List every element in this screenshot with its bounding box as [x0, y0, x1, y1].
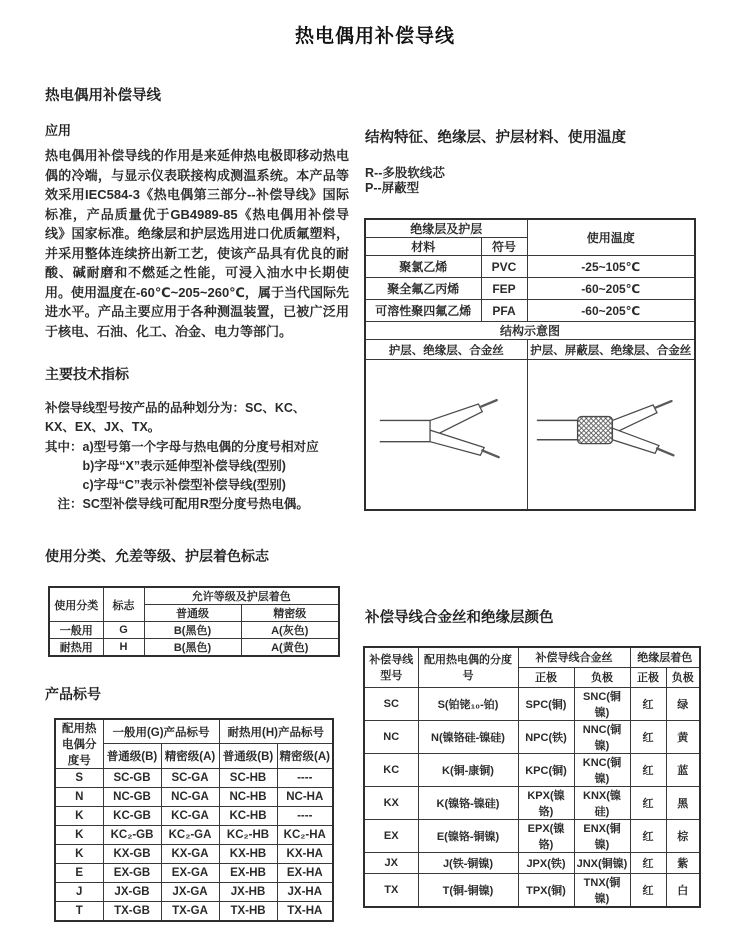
table-cell: KC-GA [161, 807, 219, 826]
table-row [55, 845, 333, 864]
structure-material-table [364, 218, 696, 511]
table-cell: E(镍铬-铜镍) [418, 819, 518, 852]
alloy-color-heading: 补偿导线合金丝和绝缘层颜色 [365, 610, 554, 626]
product-code-table [54, 718, 334, 922]
col-header-symbol: 符号 [481, 238, 527, 256]
table-cell: 红 [630, 687, 666, 720]
table-cell: -60~205℃ [527, 300, 695, 322]
table-cell: -25~105℃ [527, 256, 695, 278]
section-title-product-line: 热电偶用补偿导线 [45, 88, 161, 104]
table-cell: PFA [481, 300, 527, 322]
table-cell: ---- [277, 807, 333, 826]
table-cell: 红 [630, 873, 666, 907]
table-cell: B(黑色) [144, 622, 241, 639]
alloy-table-body [364, 687, 700, 907]
table-cell: NC-HA [277, 788, 333, 807]
table-row [364, 720, 700, 753]
table-cell: KX-GB [103, 845, 161, 864]
table-row [364, 687, 700, 720]
table-cell: TNX(铜镍) [574, 873, 630, 907]
table-cell: NC-HB [219, 788, 277, 807]
table-row [49, 622, 339, 639]
table-cell: TX [364, 873, 418, 907]
table-cell: KPC(铜) [518, 753, 574, 786]
table-cell: JX-HB [219, 883, 277, 902]
table-cell: -60~205℃ [527, 278, 695, 300]
legend-line-p: P--屏蔽型 [365, 181, 420, 195]
table-cell: KC₂-HB [219, 826, 277, 845]
col-header-ga: 精密级(A) [161, 744, 219, 769]
table-cell: 棕 [666, 819, 700, 852]
application-paragraph: 热电偶用补偿导线的作用是来延伸热电极即移动热电偶的冷端，与显示仪表联接构成测温系统。本产品等效采用IEC584-3《热电偶第三部分--补偿导线》国际标准，产品质量优于GB4989-85《热电偶用补偿导线》国家标准。绝缘层和护层选用进口优质氟塑料，并采用整体连续挤出新工艺，使该产品具有优良的耐酸、碱耐磨和不燃延之性能，可浸入油水中长期使用。使用温度在-60℃~205~260℃，属于当代国际先进水平。产品主要应用于各种测温装置，已被广泛用于核电、石油、化工、冶金、电力等部门。 [45, 148, 349, 339]
table-cell: 红 [630, 852, 666, 873]
table-cell: KX-HA [277, 845, 333, 864]
col-header-mark: 标志 [103, 587, 144, 622]
table-cell: ---- [277, 769, 333, 788]
col-header-alloy-negative: 负极 [574, 667, 630, 687]
tech-line: 其中：a)型号第一个字母与热电偶的分度号相对应 [45, 439, 319, 454]
table-cell: JPX(铁) [518, 852, 574, 873]
table-cell: ENX(铜镍) [574, 819, 630, 852]
table-cell: NNC(铜镍) [574, 720, 630, 753]
col-header-use-temperature: 使用温度 [527, 219, 695, 256]
table-row [55, 788, 333, 807]
table-row [55, 864, 333, 883]
shielded-cable-drawing [533, 388, 688, 478]
col-header-tolerance-group: 允许等级及护层着色 [144, 587, 339, 605]
table-row [365, 300, 695, 322]
cable-diagram-unshielded [365, 360, 527, 510]
table-row [55, 826, 333, 845]
usage-classification-heading: 使用分类、允差等级、护层着色标志 [45, 548, 269, 564]
table-cell: NC-GB [103, 788, 161, 807]
table-cell: K [55, 826, 103, 845]
table-cell: B(黑色) [144, 639, 241, 657]
alloy-wire-color-table [363, 646, 701, 908]
table-cell: TX-GA [161, 902, 219, 921]
col-header-precision-grade: 精密级 [241, 605, 339, 622]
table-cell: TX-HB [219, 902, 277, 921]
table-cell: S(铂铑₁₀-铂) [418, 687, 518, 720]
table-cell: H [103, 639, 144, 657]
table-cell: K(镍铬-镍硅) [418, 786, 518, 819]
col-header-general-g: 一般用(G)产品标号 [103, 719, 219, 744]
type-legend [365, 166, 445, 196]
table-cell: 绿 [666, 687, 700, 720]
table-cell: 一般用 [49, 622, 103, 639]
table-cell: A(灰色) [241, 622, 339, 639]
table-cell: JNX(铜镍) [574, 852, 630, 873]
table-cell: EX [364, 819, 418, 852]
tech-line: KX、EX、JX、TX。 [45, 420, 161, 435]
document-title: 热电偶用补偿导线 [294, 25, 455, 47]
structure-table-body [365, 256, 695, 322]
table-cell: J [55, 883, 103, 902]
table-row [364, 852, 700, 873]
table-cell: 蓝 [666, 753, 700, 786]
table-cell: SC-GA [161, 769, 219, 788]
col-header-thermocouple-index: 配用热电偶分度号 [55, 719, 103, 769]
col-header-color-positive: 正极 [630, 667, 666, 687]
table-cell: JX-GB [103, 883, 161, 902]
table-cell: EX-HB [219, 864, 277, 883]
table-cell: J(铁-铜镍) [418, 852, 518, 873]
table-cell: N [55, 788, 103, 807]
table-cell: A(黄色) [241, 639, 339, 657]
col-header-paired-index: 配用热电偶的分度号 [418, 647, 518, 687]
product-table-body [55, 769, 333, 921]
col-header-usage-class: 使用分类 [49, 587, 103, 622]
table-cell: 黑 [666, 786, 700, 819]
col-header-color-negative: 负极 [666, 667, 700, 687]
table-row [364, 819, 700, 852]
table-row [364, 753, 700, 786]
application-heading: 应用 [45, 123, 72, 138]
table-cell: T [55, 902, 103, 921]
table-cell: 聚全氟乙丙烯 [365, 278, 481, 300]
table-cell: SPC(铜) [518, 687, 574, 720]
table-cell: NC [364, 720, 418, 753]
table-cell: N(镍铬硅-镍硅) [418, 720, 518, 753]
table-cell: 红 [630, 819, 666, 852]
table-cell: 紫 [666, 852, 700, 873]
table-cell: KNC(铜镍) [574, 753, 630, 786]
table-cell: FEP [481, 278, 527, 300]
table-cell: 可溶性聚四氟乙烯 [365, 300, 481, 322]
cable-diagram-shielded [527, 360, 695, 510]
table-cell: SC [364, 687, 418, 720]
table-cell: S [55, 769, 103, 788]
col-header-wire-model: 补偿导线型号 [364, 647, 418, 687]
table-row [55, 883, 333, 902]
table-cell: TX-HA [277, 902, 333, 921]
usage-table-body [49, 622, 339, 657]
table-cell: 耐热用 [49, 639, 103, 657]
col-header-gb: 普通级(B) [103, 744, 161, 769]
table-cell: 聚氯乙烯 [365, 256, 481, 278]
structure-heading: 结构特征、绝缘层、护层材料、使用温度 [365, 130, 626, 146]
table-cell: 黄 [666, 720, 700, 753]
schematic-title: 结构示意图 [365, 322, 695, 340]
table-cell: K [55, 807, 103, 826]
table-cell: KNX(镍硅) [574, 786, 630, 819]
table-cell: TX-GB [103, 902, 161, 921]
schematic-label-shielded: 护层、屏蔽层、绝缘层、合金丝 [527, 340, 695, 360]
table-cell: NPC(铁) [518, 720, 574, 753]
table-cell: JX-HA [277, 883, 333, 902]
table-cell: KX-HB [219, 845, 277, 864]
col-header-hb: 普通级(B) [219, 744, 277, 769]
product-code-heading: 产品标号 [45, 686, 101, 702]
table-row [365, 256, 695, 278]
unshielded-cable-drawing [374, 388, 519, 478]
col-header-heat-h: 耐热用(H)产品标号 [219, 719, 333, 744]
tech-spec-text [45, 399, 375, 515]
tech-spec-heading: 主要技术指标 [45, 366, 129, 382]
table-cell: KPX(镍铬) [518, 786, 574, 819]
table-cell: 红 [630, 753, 666, 786]
table-row [364, 873, 700, 907]
table-cell: EX-HA [277, 864, 333, 883]
table-row [365, 278, 695, 300]
table-row [55, 807, 333, 826]
table-cell: KC₂-GB [103, 826, 161, 845]
table-cell: NC-GA [161, 788, 219, 807]
table-cell: KC₂-HA [277, 826, 333, 845]
table-cell: PVC [481, 256, 527, 278]
table-cell: JX [364, 852, 418, 873]
table-cell: 红 [630, 720, 666, 753]
table-cell: KC-GB [103, 807, 161, 826]
legend-line-r: R--多股软线芯 [365, 166, 445, 180]
table-cell: EX-GA [161, 864, 219, 883]
schematic-label-plain: 护层、绝缘层、合金丝 [365, 340, 527, 360]
col-header-insulation-sheath: 绝缘层及护层 [365, 219, 527, 238]
table-cell: K(铜-康铜) [418, 753, 518, 786]
table-cell: JX-GA [161, 883, 219, 902]
table-cell: SC-GB [103, 769, 161, 788]
col-header-ordinary-grade: 普通级 [144, 605, 241, 622]
table-row [55, 769, 333, 788]
table-cell: 白 [666, 873, 700, 907]
table-cell: KC [364, 753, 418, 786]
table-cell: EPX(镍铬) [518, 819, 574, 852]
table-cell: E [55, 864, 103, 883]
table-cell: G [103, 622, 144, 639]
tech-line: c)字母“C”表示补偿型补偿导线(型别) [45, 478, 286, 493]
tech-line: 补偿导线型号按产品的品种划分为：SC、KC、 [45, 401, 306, 415]
tech-line: b)字母“X”表示延伸型补偿导线(型别) [45, 458, 286, 473]
table-cell: KX-GA [161, 845, 219, 864]
col-header-alloy-wire: 补偿导线合金丝 [518, 647, 630, 667]
table-cell: TPX(铜) [518, 873, 574, 907]
col-header-insulation-color: 绝缘层着色 [630, 647, 700, 667]
col-header-ha: 精密级(A) [277, 744, 333, 769]
col-header-alloy-positive: 正极 [518, 667, 574, 687]
table-cell: T(铜-铜镍) [418, 873, 518, 907]
table-cell: EX-GB [103, 864, 161, 883]
table-cell: SNC(铜镍) [574, 687, 630, 720]
table-cell: 红 [630, 786, 666, 819]
table-row [364, 786, 700, 819]
col-header-material: 材料 [365, 238, 481, 256]
table-cell: KX [364, 786, 418, 819]
table-cell: KC-HB [219, 807, 277, 826]
table-row [49, 639, 339, 657]
table-cell: SC-HB [219, 769, 277, 788]
table-cell: K [55, 845, 103, 864]
table-row [55, 902, 333, 921]
tech-line: 注：SC型补偿导线可配用R型分度号热电偶。 [45, 497, 309, 512]
table-cell: KC₂-GA [161, 826, 219, 845]
usage-classification-table [48, 586, 340, 657]
